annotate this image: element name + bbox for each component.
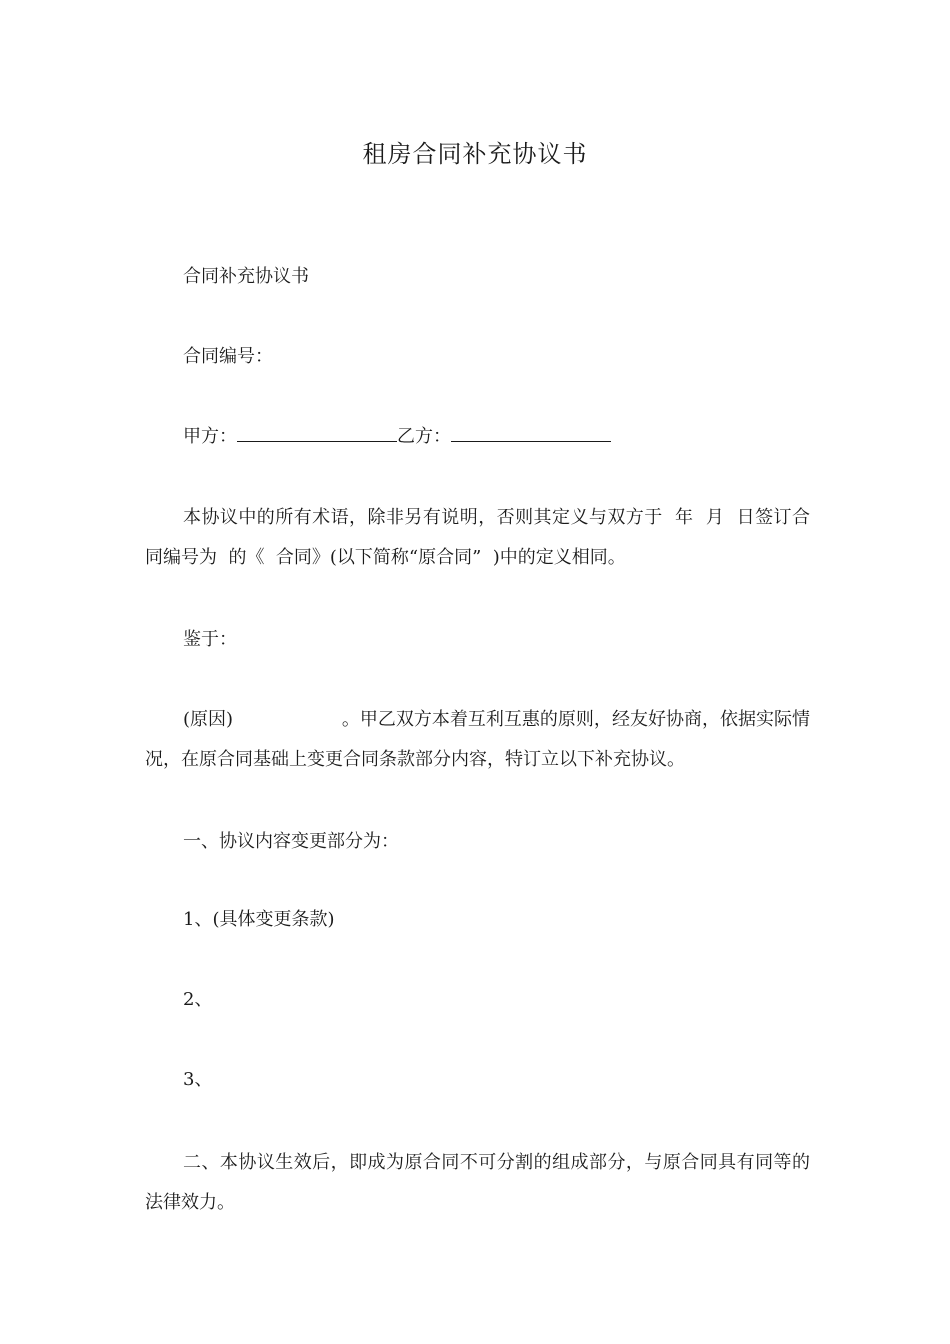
- whereas-label: 鉴于：: [183, 629, 237, 650]
- reason-paragraph: (原因) 。甲乙双方本着互利互惠的原则，经友好协商，依据实际情况，在原合同基础上变更合同条款部分内容，特订立以下补充协议。: [145, 709, 810, 770]
- parties-line: [183, 417, 611, 457]
- document-title: 租房合同补充协议书: [362, 140, 588, 168]
- change-item-2: 2、: [183, 989, 213, 1010]
- change-item-1: 1、(具体变更条款): [183, 909, 335, 930]
- definitions-paragraph: 本协议中的所有术语，除非另有说明，否则其定义与双方于 年 月 日签订合同编号为 的《 合同》(以下简称“原合同” )中的定义相同。: [145, 507, 810, 568]
- section-two-paragraph: 二、本协议生效后，即成为原合同不可分割的组成部分，与原合同具有同等的法律效力。: [145, 1152, 810, 1213]
- contract-number-label: 合同编号：: [183, 346, 273, 367]
- party-b-blank: [451, 421, 611, 442]
- change-item-3: 3、: [183, 1069, 213, 1090]
- party-a-label: 甲方：: [183, 426, 237, 447]
- party-a-blank: [237, 421, 397, 442]
- document-subtitle: 合同补充协议书: [183, 266, 309, 287]
- section-one-heading: 一、协议内容变更部分为：: [183, 831, 399, 852]
- party-b-label: 乙方：: [397, 426, 451, 447]
